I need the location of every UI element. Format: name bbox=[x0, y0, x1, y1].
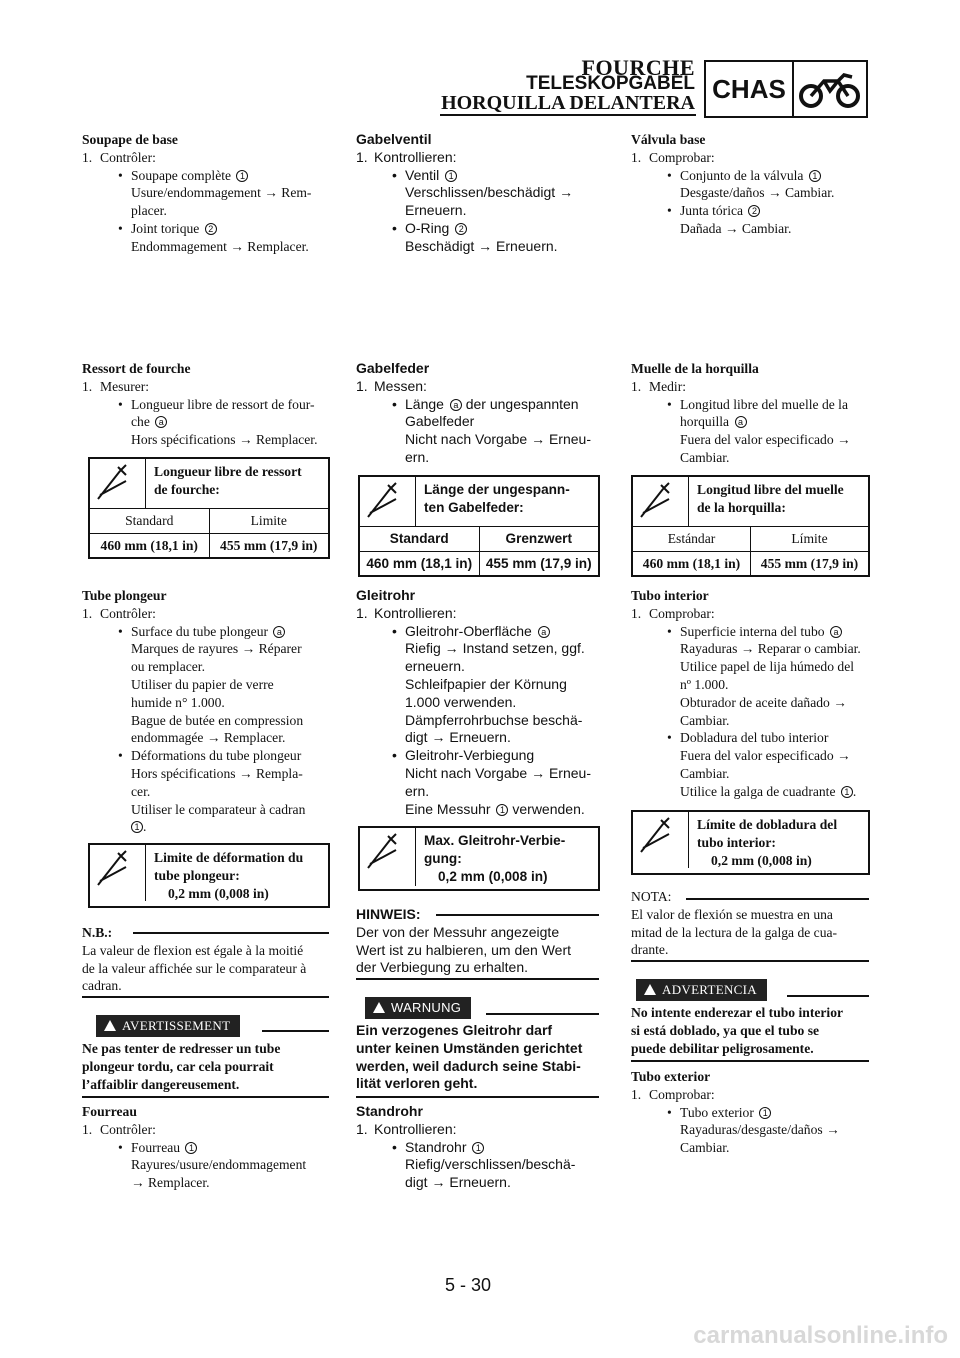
fr-ressort-bullet-cont: che bbox=[131, 414, 150, 430]
fr-fourreau-step: Contrôler: bbox=[100, 1121, 156, 1137]
fr-tube-bullet: Surface du tube plongeur bbox=[131, 623, 269, 639]
step-number: 1. bbox=[631, 378, 642, 394]
es-exterior-text: Rayaduras/desgaste/daños → bbox=[680, 1122, 840, 1138]
es-spec2-value: 0,2 mm (0,008 in) bbox=[711, 852, 812, 868]
de-spec-title: Länge der ungespann- bbox=[424, 482, 570, 497]
es-nota-line: drante. bbox=[631, 942, 669, 958]
de-spec2-title: Max. Gleitrohr-Verbie- bbox=[424, 833, 566, 848]
fr-nb-line: de la valeur affichée sur le comparateur à bbox=[82, 960, 307, 976]
page-number: 5 - 30 bbox=[444, 1275, 492, 1295]
es-nota-line: mitad de la lectura de la galga de cua- bbox=[631, 924, 838, 940]
fr-soupape-section bbox=[82, 131, 328, 256]
de-oring-bullet: O-Ring bbox=[405, 219, 450, 236]
fr-spec-deformation bbox=[88, 843, 330, 908]
fr-warning-label: AVERTISSEMENT bbox=[122, 1018, 231, 1033]
es-exterior-heading: Tubo exterior bbox=[631, 1069, 711, 1084]
es-valvula-heading: Válvula base bbox=[631, 132, 706, 147]
callout-1: 1 bbox=[445, 170, 457, 182]
es-nota-rule bbox=[686, 898, 869, 900]
es-junta-bullet: Junta tórica bbox=[680, 203, 744, 219]
es-tubo-galga: Utilice la galga de cuadrante bbox=[680, 783, 836, 799]
de-hinweis-line: Der von der Messuhr angezeigte bbox=[356, 923, 560, 940]
spec-value-standard: 460 mm (18,1 in) bbox=[633, 551, 751, 575]
es-tubo-bullet-2: • Dobladura del tubo interior bbox=[631, 729, 871, 747]
es-tubo-line: Rayaduras → Reparar o cambiar. bbox=[680, 641, 861, 657]
de-standrohr-step: Kontrollieren: bbox=[374, 1120, 457, 1137]
callout-1: 1 bbox=[131, 821, 143, 833]
de-spec2-value: 0,2 mm (0,008 in) bbox=[438, 868, 548, 884]
es-tubo-line: Cambiar. bbox=[680, 712, 730, 728]
fr-fourreau-section bbox=[82, 1103, 328, 1192]
es-spec-title-2: de la horquilla: bbox=[697, 499, 786, 515]
de-gleit-section bbox=[356, 587, 600, 818]
es-tubo-line: Fuera del valor especificado → bbox=[680, 748, 851, 764]
de-gleit-step: Kontrollieren: bbox=[374, 604, 457, 621]
callout-1: 1 bbox=[809, 170, 821, 182]
wrench-icon bbox=[360, 828, 416, 886]
fr-nb-section bbox=[82, 924, 328, 995]
callout-2: 2 bbox=[748, 205, 760, 217]
callout-2: 2 bbox=[455, 223, 467, 235]
es-tubo-line: nº 1.000. bbox=[680, 676, 729, 692]
de-standrohr-bullet: Standrohr bbox=[405, 1138, 467, 1155]
de-gleit-line: Schleifpapier der Körnung bbox=[405, 675, 567, 692]
fr-tube-bullet-2: • Déformations du tube plongeur bbox=[82, 747, 328, 765]
fr-joint-text: Endommagement → Remplacer. bbox=[131, 238, 309, 254]
de-hinweis-rule bbox=[436, 914, 599, 916]
spec-value-limit: 455 mm (17,9 in) bbox=[485, 555, 592, 571]
wrench-icon bbox=[90, 845, 146, 901]
es-spec-muelle bbox=[631, 475, 870, 577]
callout-a: a bbox=[450, 399, 462, 411]
es-muelle-line: Cambiar. bbox=[680, 449, 730, 465]
fr-soupape-heading: Soupape de base bbox=[82, 132, 178, 147]
de-warning-badge bbox=[365, 997, 471, 1019]
de-hinweis-end-rule bbox=[356, 978, 599, 980]
fr-warning-text bbox=[82, 1040, 328, 1093]
es-spec2-title: Límite de dobladura del bbox=[697, 817, 838, 832]
es-warning-line: puede debilitar peligrosamente. bbox=[631, 1040, 814, 1056]
fr-soupape-step: Contrôler: bbox=[100, 149, 156, 165]
de-gleit-messuhr: Eine Messuhr bbox=[405, 800, 491, 817]
fr-ressort-step: Mesurer: bbox=[100, 378, 150, 394]
callout-1: 1 bbox=[185, 1142, 197, 1154]
spec-value-standard: 460 mm (18,1 in) bbox=[360, 551, 479, 575]
step-number: 1. bbox=[356, 148, 368, 165]
es-exterior-step: Comprobar: bbox=[649, 1086, 715, 1102]
fr-fourreau-heading: Fourreau bbox=[82, 1104, 137, 1119]
es-valvula-section bbox=[631, 131, 871, 238]
spec-col-limit: Limite bbox=[209, 509, 328, 533]
de-feder-bullet: Länge bbox=[405, 395, 444, 412]
es-warning-label: ADVERTENCIA bbox=[662, 982, 757, 997]
de-gleit-bullet-2: • Gleitrohr-Verbiegung bbox=[356, 747, 600, 765]
de-gleit-messuhr-2: verwenden. bbox=[512, 800, 585, 817]
spec-col-limit: Límite bbox=[751, 527, 869, 551]
fr-fourreau-text: Rayures/usure/endommagement bbox=[131, 1157, 307, 1173]
fr-fourreau-text: → Remplacer. bbox=[131, 1175, 210, 1191]
es-tubo-line: Obturador de aceite dañado → bbox=[680, 694, 847, 710]
es-valvula-text: Desgaste/daños → Cambiar. bbox=[680, 185, 835, 201]
es-spec2-title-2: tubo interior: bbox=[697, 834, 776, 850]
fr-soupape-text: placer. bbox=[131, 203, 167, 219]
fr-spec-title: Longueur libre de ressort bbox=[154, 464, 302, 479]
spec-col-standard: Estándar bbox=[633, 527, 751, 551]
es-warning-line: No intente enderezar el tubo interior bbox=[631, 1005, 844, 1020]
callout-a: a bbox=[273, 626, 285, 638]
spec-col-standard: Standard bbox=[90, 509, 209, 533]
period: . bbox=[143, 819, 147, 835]
es-exterior-section bbox=[631, 1068, 871, 1157]
es-warning-rule bbox=[787, 995, 869, 997]
de-warning-text bbox=[356, 1022, 600, 1093]
de-hinweis-line: Wert ist zu halbieren, um den Wert bbox=[356, 941, 572, 958]
de-standrohr-section bbox=[356, 1103, 600, 1192]
de-warning-line: unter keinen Umständen gerichtet bbox=[356, 1039, 583, 1056]
fr-soupape-text: Usure/endommagement → Rem- bbox=[131, 185, 312, 201]
es-nota-end-rule bbox=[631, 960, 869, 962]
de-spec-title-2: ten Gabelfeder: bbox=[424, 499, 524, 515]
fr-joint-bullet: Joint torique bbox=[131, 220, 200, 236]
es-spec-title: Longitud libre del muelle bbox=[697, 482, 844, 497]
de-standrohr-text: digt → Erneuern. bbox=[405, 1174, 511, 1191]
chas-label: CHAS bbox=[706, 62, 794, 116]
wrench-icon bbox=[360, 477, 416, 526]
es-tubo-section bbox=[631, 587, 871, 801]
fr-tube-line: ou remplacer. bbox=[131, 659, 205, 675]
fr-fourreau-bullet: Fourreau bbox=[131, 1139, 181, 1155]
step-number: 1. bbox=[631, 149, 642, 165]
de-ventil-heading: Gabelventil bbox=[356, 131, 432, 147]
de-feder-step: Messen: bbox=[374, 377, 427, 394]
spec-value-limit: 455 mm (17,9 in) bbox=[220, 537, 318, 553]
header-horquilla: HORQUILLA DELANTERA bbox=[441, 92, 695, 114]
de-hinweis-line: der Verbiegung zu erhalten. bbox=[356, 959, 529, 976]
header-fourche: FOURCHE bbox=[581, 55, 695, 80]
fr-spec2-title-2: tube plongeur: bbox=[154, 867, 240, 883]
de-gleit-line: Riefig → Instand setzen, ggf. bbox=[405, 640, 585, 657]
es-muelle-bullet-cont: horquilla bbox=[680, 414, 730, 430]
de-feder-heading: Gabelfeder bbox=[356, 360, 430, 376]
fr-tube-heading: Tube plongeur bbox=[82, 588, 167, 603]
de-gleit-line: ern. bbox=[405, 782, 430, 799]
de-warning-label: WARNUNG bbox=[391, 1000, 462, 1015]
callout-1: 1 bbox=[472, 1142, 484, 1154]
spec-value-standard: 460 mm (18,1 in) bbox=[90, 533, 209, 557]
de-spec2-title-2: gung: bbox=[424, 850, 462, 866]
de-gleit-line: digt → Erneuern. bbox=[405, 729, 511, 746]
de-ventil-section bbox=[356, 131, 600, 256]
de-gleit-heading: Gleitrohr bbox=[356, 587, 416, 603]
es-tubo-heading: Tubo interior bbox=[631, 588, 709, 603]
de-ventil-bullet: Ventil bbox=[405, 166, 440, 183]
fr-warning-line: l’affaiblir dangereusement. bbox=[82, 1076, 240, 1092]
chas-badge bbox=[704, 60, 868, 118]
fr-nb-rule bbox=[133, 932, 329, 934]
callout-a: a bbox=[735, 416, 747, 428]
spec-col-limit: Grenzwert bbox=[479, 527, 598, 551]
fr-nb-end-rule bbox=[82, 996, 329, 998]
fr-tube-line: Bague de butée en compression bbox=[131, 712, 304, 728]
de-warning-line: lität verloren geht. bbox=[356, 1075, 478, 1092]
callout-1: 1 bbox=[759, 1107, 771, 1119]
de-feder-line: Gabelfeder bbox=[405, 413, 475, 430]
spec-col-standard: Standard bbox=[360, 527, 479, 551]
de-gleit-line: erneuern. bbox=[405, 658, 465, 675]
wrench-icon bbox=[633, 477, 689, 526]
de-gleit-line: 1.000 verwenden. bbox=[405, 693, 517, 710]
fr-ressort-section bbox=[82, 360, 328, 449]
de-feder-bullet-cont: der ungespannten bbox=[465, 395, 579, 412]
fr-soupape-bullet: Soupape complète bbox=[131, 167, 232, 183]
callout-1: 1 bbox=[841, 786, 853, 798]
fr-tube-step: Contrôler: bbox=[100, 605, 156, 621]
step-number: 1. bbox=[82, 378, 93, 394]
step-number: 1. bbox=[631, 605, 642, 621]
es-warning-line: si está doblado, ya que el tubo se bbox=[631, 1022, 820, 1038]
es-muelle-bullet: • Longitud libre del muelle de la bbox=[631, 396, 871, 414]
fr-nb-heading: N.B.: bbox=[82, 925, 113, 940]
de-ventil-step: Kontrollieren: bbox=[374, 148, 457, 165]
fr-ressort-bullet: • Longueur libre de ressort de four- bbox=[82, 396, 328, 414]
fr-tube-line: humide n° 1.000. bbox=[131, 694, 225, 710]
de-oring-text: Beschädigt → Erneuern. bbox=[405, 237, 558, 254]
fr-ressort-text: Hors spécifications → Remplacer. bbox=[131, 432, 318, 448]
es-warning-text bbox=[631, 1004, 871, 1057]
de-warning-line: werden, weil dadurch seine Stabi- bbox=[356, 1057, 581, 1074]
es-tubo-line: Utilice papel de lija húmedo del bbox=[680, 659, 855, 675]
de-ventil-text: Erneuern. bbox=[405, 202, 467, 219]
fr-warning-badge bbox=[96, 1015, 240, 1037]
callout-a: a bbox=[538, 626, 550, 638]
es-muelle-step: Medir: bbox=[649, 378, 686, 394]
es-warning-badge bbox=[636, 979, 767, 1001]
watermark: carmanualsonline.info bbox=[693, 1322, 948, 1349]
spec-value-limit: 455 mm (17,9 in) bbox=[760, 555, 859, 571]
fr-spec2-title: Limite de déformation du bbox=[154, 850, 304, 865]
fr-spec2-value: 0,2 mm (0,008 in) bbox=[168, 885, 269, 901]
fr-tube-line: Utiliser du papier de verre bbox=[131, 676, 274, 692]
wrench-icon bbox=[90, 459, 146, 508]
de-hinweis-heading: HINWEIS: bbox=[356, 906, 421, 922]
es-tubo-bullet: Superficie interna del tubo bbox=[680, 623, 825, 639]
header-rule bbox=[440, 114, 696, 116]
step-number: 1. bbox=[356, 604, 368, 621]
es-warning-end-rule bbox=[631, 1060, 869, 1062]
es-nota-line: El valor de flexión se muestra en una bbox=[631, 906, 833, 922]
callout-1: 1 bbox=[496, 804, 508, 816]
de-gleit-line: Nicht nach Vorgabe → Erneu- bbox=[405, 764, 591, 781]
de-gleit-bullet: Gleitrohr-Oberfläche bbox=[405, 622, 532, 639]
de-ventil-text: Verschlissen/beschädigt → bbox=[405, 184, 574, 201]
fr-warning-rule bbox=[262, 1030, 329, 1032]
callout-a: a bbox=[155, 416, 167, 428]
fr-tube-line: Utiliser le comparateur à cadran bbox=[131, 801, 306, 817]
header-teleskopgabel: TELESKOPGABEL bbox=[526, 73, 695, 94]
callout-2: 2 bbox=[205, 223, 217, 235]
es-tubo-line: Cambiar. bbox=[680, 765, 730, 781]
wrench-icon bbox=[633, 812, 689, 868]
step-number: 1. bbox=[356, 1120, 368, 1137]
fr-tube-line: endommagée → Remplacer. bbox=[131, 730, 286, 746]
es-tubo-step: Comprobar: bbox=[649, 605, 715, 621]
fr-ressort-heading: Ressort de fourche bbox=[82, 361, 191, 376]
es-spec-dobladura bbox=[631, 810, 870, 875]
de-standrohr-heading: Standrohr bbox=[356, 1103, 423, 1119]
de-spec-verbiegung bbox=[358, 826, 600, 891]
de-spec-feder bbox=[358, 475, 600, 577]
period: . bbox=[852, 783, 857, 799]
motorcycle-icon bbox=[794, 62, 866, 116]
fr-warning-line: plongeur tordu, car cela pourrait bbox=[82, 1058, 274, 1074]
step-number: 1. bbox=[82, 149, 93, 165]
es-nota-heading: NOTA: bbox=[631, 889, 672, 904]
fr-warning-line: Ne pas tenter de redresser un tube bbox=[82, 1041, 281, 1056]
es-valvula-bullet: Conjunto de la válvula bbox=[680, 167, 804, 183]
de-gleit-line: Dämpferrohrbuchse beschä- bbox=[405, 711, 583, 728]
fr-tube-line: Marques de rayures → Réparer bbox=[131, 641, 302, 657]
fr-spec-title-2: de fourche: bbox=[154, 481, 220, 497]
step-number: 1. bbox=[356, 377, 368, 394]
de-standrohr-text: Riefig/verschlissen/beschä- bbox=[405, 1156, 576, 1173]
de-feder-section bbox=[356, 360, 600, 467]
callout-a: a bbox=[830, 626, 842, 638]
es-valvula-step: Comprobar: bbox=[649, 149, 715, 165]
de-warning-rule bbox=[486, 1013, 599, 1015]
de-warning-line: Ein verzogenes Gleitrohr darf bbox=[356, 1022, 553, 1038]
step-number: 1. bbox=[631, 1086, 642, 1102]
de-warning-end-rule bbox=[356, 1096, 599, 1098]
es-exterior-text: Cambiar. bbox=[680, 1140, 730, 1156]
callout-1: 1 bbox=[236, 170, 248, 182]
es-muelle-line: Fuera del valor especificado → bbox=[680, 432, 851, 448]
fr-tube-line: Hors spécifications → Rempla- bbox=[131, 765, 303, 781]
es-exterior-bullet: Tubo exterior bbox=[680, 1104, 754, 1120]
de-feder-line: ern. bbox=[405, 448, 430, 465]
es-muelle-section bbox=[631, 360, 871, 467]
step-number: 1. bbox=[82, 605, 93, 621]
fr-tube-line: cer. bbox=[131, 783, 151, 799]
fr-warning-end-rule bbox=[82, 1096, 329, 1098]
fr-nb-line: La valeur de flexion est égale à la moitié bbox=[82, 942, 304, 958]
es-muelle-heading: Muelle de la horquilla bbox=[631, 361, 759, 376]
fr-spec-ressort bbox=[88, 457, 330, 559]
fr-tube-section bbox=[82, 587, 328, 836]
de-hinweis-section bbox=[356, 906, 600, 977]
step-number: 1. bbox=[82, 1121, 93, 1137]
es-junta-text: Dañada → Cambiar. bbox=[680, 220, 792, 236]
de-feder-line: Nicht nach Vorgabe → Erneu- bbox=[405, 431, 591, 448]
fr-nb-line: cadran. bbox=[82, 978, 122, 994]
